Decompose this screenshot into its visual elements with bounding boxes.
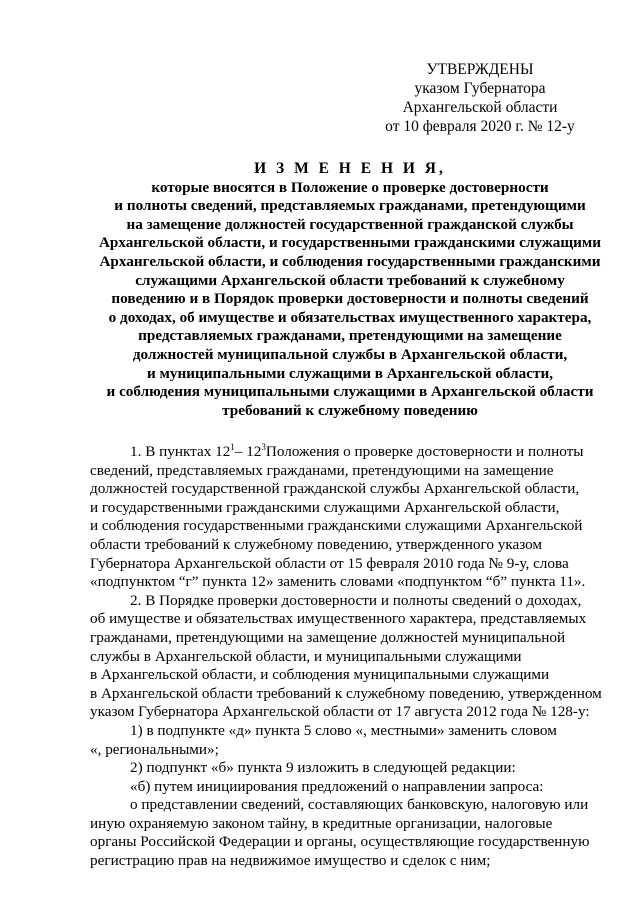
title-line: на замещение должностей государственной гражданской службы bbox=[126, 215, 574, 233]
body-line bbox=[90, 480, 595, 499]
title-line: Архангельской области, и государственными гражданскими служащими bbox=[98, 234, 602, 252]
body-line-text: и государственными гражданскими служащими Архангельской области, bbox=[90, 498, 560, 516]
superscript: 3 bbox=[261, 441, 266, 452]
body-line-text: Губернатора Архангельской области от 15 февраля 2010 года № 9-у, слова bbox=[90, 554, 569, 572]
body-text-span bbox=[130, 443, 583, 462]
approval-line: от 10 февраля 2020 г. № 12-у bbox=[385, 118, 575, 135]
body-line bbox=[90, 722, 595, 741]
body-line-text: 2. В Порядке проверки достоверности и полноты сведений о доходах, bbox=[130, 591, 582, 609]
body-line-text: 1) в подпункте «д» пункта 5 слово «, местными» заменить словом bbox=[130, 721, 557, 739]
body-line-text: «подпунктом “г” пункта 12» заменить словами «подпунктом “б” пункта 11». bbox=[90, 573, 586, 591]
body-line bbox=[90, 666, 595, 685]
body-line bbox=[90, 852, 595, 871]
body-line bbox=[90, 499, 595, 518]
body-line bbox=[90, 610, 595, 629]
body-line bbox=[90, 796, 595, 815]
body-line bbox=[90, 648, 595, 667]
body-line-text: о представлении сведений, составляющих банковскую, налоговую или bbox=[130, 796, 589, 814]
body-line bbox=[90, 778, 595, 797]
title-line: и муниципальными служащими в Архангельской области, bbox=[147, 364, 553, 382]
body-line bbox=[90, 517, 595, 536]
approval-line: указом Губернатора bbox=[414, 80, 546, 97]
body-line bbox=[90, 462, 595, 481]
body-line bbox=[90, 741, 595, 760]
body-line-text: органы Российской Федерации и органы, осуществляющие государственную bbox=[90, 833, 590, 851]
title-line: требований к служебному поведению bbox=[222, 401, 478, 419]
title-heading: И З М Е Н Е Н И Я, bbox=[254, 160, 446, 177]
body-line-text: сведений, представляемых гражданами, претендующими на замещение bbox=[90, 461, 554, 479]
body-line-text: в Архангельской области требований к служебному поведению, утвержденном bbox=[90, 684, 602, 702]
title-line: служащими Архангельской области требований к служебному bbox=[135, 271, 565, 289]
body-line bbox=[90, 629, 595, 648]
body-line-text: гражданами, претендующими на замещение должностей муниципальной bbox=[90, 628, 566, 646]
body-text-fragment: 1. В пунктах 12 bbox=[130, 443, 231, 460]
body-line-text: иную охраняемую законом тайну, в кредитные организации, налоговые bbox=[90, 814, 553, 832]
approval-stamp bbox=[360, 60, 600, 136]
document-title bbox=[50, 160, 640, 420]
body-line-p1-first bbox=[90, 443, 595, 462]
body-line-text: области требований к служебному поведению, утвержденного указом bbox=[90, 535, 543, 553]
body-line-text: службы в Архангельской области, и муниципальными служащими bbox=[90, 647, 522, 665]
body-line bbox=[90, 833, 595, 852]
title-line: поведению и в Порядок проверки достоверности и полноты сведений bbox=[111, 290, 589, 308]
body-text-fragment: Положения о проверке достоверности и полноты bbox=[265, 443, 584, 460]
approval-line: Архангельской области bbox=[402, 99, 558, 116]
body-line bbox=[90, 536, 595, 555]
approval-line: УТВЕРЖДЕНЫ bbox=[426, 61, 534, 78]
body-line-text: в Архангельской области, и соблюдения муниципальными служащими bbox=[90, 666, 550, 684]
title-line: которые вносятся в Положение о проверке достоверности bbox=[151, 178, 549, 196]
body-line-text: «, региональными»; bbox=[90, 740, 219, 758]
body-line-text: должностей государственной гражданской службы Архангельской области, bbox=[90, 480, 580, 498]
title-line: должностей муниципальной службы в Архангельской области, bbox=[132, 345, 568, 363]
body-line-text: и соблюдения государственными гражданскими служащими Архангельской bbox=[90, 517, 583, 535]
body-line bbox=[90, 573, 595, 592]
title-line: и полноты сведений, представляемых гражданами, претендующими bbox=[114, 197, 586, 215]
body-line bbox=[90, 555, 595, 574]
title-line: Архангельской области, и соблюдения государственными гражданскими bbox=[99, 252, 601, 270]
body-line bbox=[90, 592, 595, 611]
body-line bbox=[90, 759, 595, 778]
title-line: о доходах, об имуществе и обязательствах имущественного характера, bbox=[108, 308, 592, 326]
body-line-text: об имуществе и обязательствах имущественного характера, представляемых bbox=[90, 610, 587, 628]
title-line: и соблюдения муниципальными служащими в Архангельской области bbox=[106, 383, 594, 401]
body-line-text: указом Губернатора Архангельской области от 17 августа 2012 года № 128-у: bbox=[90, 703, 590, 721]
superscript: 1 bbox=[230, 441, 235, 452]
document-body bbox=[90, 441, 602, 871]
body-line bbox=[90, 703, 595, 722]
body-line-text: регистрацию прав на недвижимое имущество и сделок с ним; bbox=[90, 852, 491, 870]
title-line: представляемых гражданами, претендующими на замещение bbox=[138, 327, 562, 345]
body-line bbox=[90, 815, 595, 834]
body-line bbox=[90, 684, 602, 704]
body-text-fragment: – 12 bbox=[234, 443, 262, 460]
body-line-text: 2) подпункт «б» пункта 9 изложить в следующей редакции: bbox=[130, 759, 516, 777]
body-line-text: «б) путем инициирования предложений о направлении запроса: bbox=[130, 777, 544, 795]
